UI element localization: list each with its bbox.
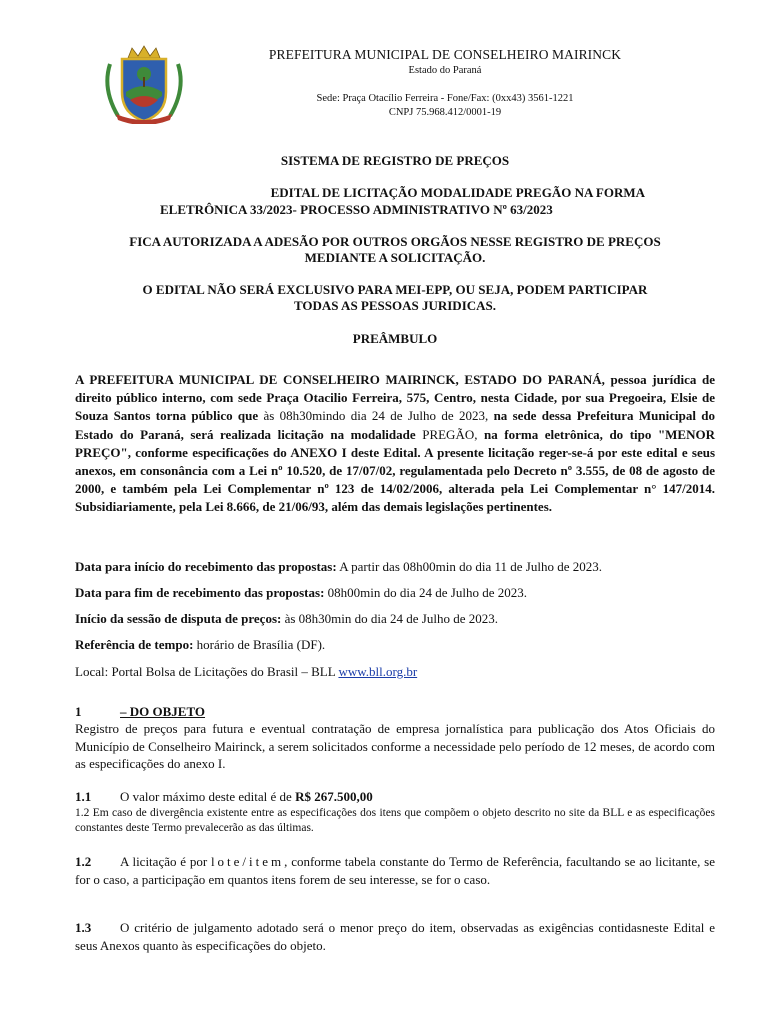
date-value: às 08h30min do dia 24 de Julho de 2023. [281, 611, 498, 626]
item-1-1-text: O valor máximo deste edital é de [120, 789, 296, 804]
date-value: A partir das 08h00min do dia 11 de Julho de 2023. [336, 559, 602, 574]
item-1-3-text: O critério de julgamento adotado será o menor preço do item, observadas as exigências contidasneste Edital e seus Anexos quanto às especificações do objeto. [75, 920, 715, 953]
preamble-part2: às 08h30mindo dia 24 de Julho de 2023, [258, 408, 494, 424]
item-1-2b-t1: A licitação é por [120, 854, 211, 869]
date-session-start [75, 611, 715, 627]
item-1-2b-number: 1.2 [75, 854, 92, 869]
item-1-3 [75, 919, 715, 954]
item-1-1-value: R$ 267.500,00 [295, 789, 373, 804]
exclusivo-line2: TODAS AS PESSOAS JURIDICAS. [293, 298, 497, 313]
bll-link[interactable]: www.bll.org.br [338, 664, 418, 679]
adesao-line2: MEDIANTE A SOLICITAÇÃO. [304, 250, 486, 265]
item-1-1-number: 1.1 [75, 789, 92, 804]
date-end-proposals [75, 585, 715, 601]
item-1-2-small: 1.2 Em caso de divergência existente entre as especificações dos itens que compõem o objeto descrito no site da BLL e as especificações constantes deste Termo prevalecerão as das últimas. [75, 807, 715, 834]
preamble-part4: PREGÃO, [415, 426, 485, 442]
date-label: Data para fim de recebimento das propostas: [75, 585, 325, 600]
header-municipality: PREFEITURA MUNICIPAL DE CONSELHEIRO MAIRINCK [268, 47, 622, 62]
preamble-part1: A PREFEITURA MUNICIPAL DE CONSELHEIRO MAIRINCK, ESTADO DO PARANÁ, pessoa jurídica de direito público interno, com sede Praça Otacilio Ferreira, 575, Centro, nesta Cidade, por sua Pregoeira, Elsie de Souza Santos torna público que [75, 372, 715, 424]
local-line [75, 664, 715, 680]
title-edital-line1: EDITAL DE LICITAÇÃO MODALIDADE PREGÃO NA FORMA [270, 185, 645, 200]
item-1-2-lote [75, 853, 715, 888]
date-label: Referência de tempo: [75, 637, 194, 652]
header-cnpj: CNPJ 75.968.412/0001-19 [388, 107, 502, 118]
date-value: 08h00min do dia 24 de Julho de 2023. [324, 585, 527, 600]
adesao-line1: FICA AUTORIZADA A ADESÃO POR OUTROS ORGÃOS NESSE REGISTRO DE PREÇOS [129, 234, 661, 249]
section1-text: Registro de preços para futura e eventual contratação de empresa jornalística para publicação dos Atos Oficiais do Município de Conselheiro Mairinck, a serem solicitados conforme a necessidade pelo período de 12 meses, de acordo com as especificações do anexo I. [75, 721, 715, 771]
local-text: Local: Portal Bolsa de Licitações do Brasil – BLL [75, 664, 339, 679]
item-1-3-number: 1.3 [75, 920, 92, 935]
date-start-proposals [75, 559, 715, 575]
time-reference [75, 637, 715, 653]
preamble-paragraph [75, 371, 715, 517]
item-1-2b-t2: lote/item [210, 854, 285, 869]
title-srp: SISTEMA DE REGISTRO DE PREÇOS [280, 153, 510, 168]
municipal-crest-icon [100, 44, 188, 124]
section1-title: – DO OBJETO [120, 704, 206, 719]
date-label: Início da sessão de disputa de preços: [75, 611, 282, 626]
preambulo-heading: PREÂMBULO [352, 331, 438, 346]
item-1-2b-t3: , conforme tabela constante do Termo de Referência, facultando se ao licitante, se for o caso, a participação em quantos itens forem de seu interesse, se for o caso. [75, 854, 715, 887]
section1-number: 1 [75, 704, 82, 719]
section1-heading [75, 704, 715, 720]
title-edital-line2: ELETRÔNICA 33/2023- PROCESSO ADMINISTRATIVO Nº 63/2023 [160, 202, 553, 217]
date-value: horário de Brasília (DF). [193, 637, 326, 652]
item-1-1 [75, 789, 715, 805]
header-address: Sede: Praça Otacílio Ferreira - Fone/Fax: (0xx43) 3561-1221 [316, 93, 574, 104]
header-state: Estado do Paraná [408, 65, 482, 76]
date-label: Data para início do recebimento das propostas: [75, 559, 337, 574]
preamble-part3: na sede dessa Prefeitura Municipal do Estado do Paraná, será realizada licitação na modalidade [75, 408, 715, 442]
preamble-part5: na forma eletrônica, do tipo "MENOR PREÇO", conforme especificações do ANEXO I deste Edital. A presente licitação reger-se-á por este edital e seus anexos, em consonância com a Lei nº 10.520, de 17/07/02, regulamentada pelo Decreto nº 3.555, de 08 de agosto de 2000, e também pela Lei Complementar nº 123 de 14/02/2006, alterada pela Lei Complementar n° 147/2014. Subsidiariamente, pela Lei 8.666, de 21/06/93, além das demais legislações pertinentes. [75, 426, 715, 515]
exclusivo-line1: O EDITAL NÃO SERÁ EXCLUSIVO PARA MEI-EPP, OU SEJA, PODEM PARTICIPAR [142, 282, 648, 297]
